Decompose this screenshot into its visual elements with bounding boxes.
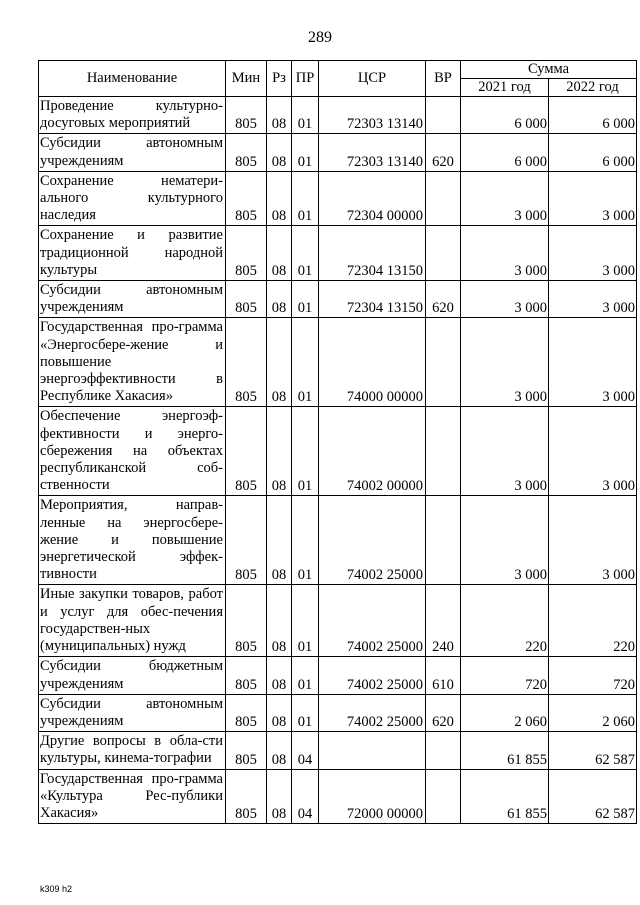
row-amount-2021: 3 000 bbox=[461, 171, 549, 226]
row-name: Субсидии автономным учреждениям bbox=[39, 281, 226, 318]
table-row bbox=[39, 171, 637, 226]
row-vr bbox=[426, 407, 461, 496]
row-min: 805 bbox=[226, 134, 267, 171]
row-name: Проведение культурно-досуговых мероприятий bbox=[39, 97, 226, 134]
row-min: 805 bbox=[226, 226, 267, 281]
row-amount-2021: 720 bbox=[461, 657, 549, 694]
row-csr: 74002 25000 bbox=[319, 657, 426, 694]
row-min: 805 bbox=[226, 281, 267, 318]
row-csr: 74002 25000 bbox=[319, 496, 426, 585]
row-min: 805 bbox=[226, 171, 267, 226]
row-min: 805 bbox=[226, 769, 267, 824]
row-rz: 08 bbox=[267, 226, 292, 281]
footer-code: k309 h2 bbox=[40, 884, 73, 894]
header-rz: Рз bbox=[267, 61, 292, 97]
table-row bbox=[39, 97, 637, 134]
row-amount-2022: 220 bbox=[549, 585, 637, 657]
row-amount-2022: 3 000 bbox=[549, 407, 637, 496]
row-amount-2022: 62 587 bbox=[549, 769, 637, 824]
row-rz: 08 bbox=[267, 585, 292, 657]
header-2021: 2021 год bbox=[461, 79, 549, 97]
row-vr: 620 bbox=[426, 281, 461, 318]
row-rz: 08 bbox=[267, 694, 292, 731]
row-pr: 01 bbox=[292, 585, 319, 657]
row-min: 805 bbox=[226, 496, 267, 585]
row-min: 805 bbox=[226, 407, 267, 496]
budget-table bbox=[38, 60, 637, 824]
header-sum: Сумма bbox=[461, 61, 637, 79]
row-amount-2022: 3 000 bbox=[549, 171, 637, 226]
row-amount-2022: 3 000 bbox=[549, 281, 637, 318]
row-csr: 72000 00000 bbox=[319, 769, 426, 824]
row-amount-2022: 3 000 bbox=[549, 496, 637, 585]
row-amount-2022: 3 000 bbox=[549, 318, 637, 407]
row-csr: 74000 00000 bbox=[319, 318, 426, 407]
row-amount-2021: 3 000 bbox=[461, 407, 549, 496]
header-2022: 2022 год bbox=[549, 79, 637, 97]
row-rz: 08 bbox=[267, 318, 292, 407]
row-csr: 72304 13150 bbox=[319, 281, 426, 318]
row-pr: 01 bbox=[292, 281, 319, 318]
row-csr: 74002 25000 bbox=[319, 694, 426, 731]
table-row bbox=[39, 585, 637, 657]
row-amount-2022: 6 000 bbox=[549, 134, 637, 171]
row-pr: 01 bbox=[292, 171, 319, 226]
row-vr bbox=[426, 97, 461, 134]
row-vr bbox=[426, 318, 461, 407]
row-vr bbox=[426, 732, 461, 769]
row-name: Сохранение нематери-ального культурного наследия bbox=[39, 171, 226, 226]
row-min: 805 bbox=[226, 97, 267, 134]
row-amount-2021: 6 000 bbox=[461, 97, 549, 134]
row-csr: 74002 25000 bbox=[319, 585, 426, 657]
table-row bbox=[39, 226, 637, 281]
row-pr: 04 bbox=[292, 732, 319, 769]
table-row bbox=[39, 657, 637, 694]
row-name: Сохранение и развитие традиционной народной культуры bbox=[39, 226, 226, 281]
table-row bbox=[39, 496, 637, 585]
header-vr: ВР bbox=[426, 61, 461, 97]
row-min: 805 bbox=[226, 732, 267, 769]
row-vr bbox=[426, 769, 461, 824]
row-rz: 08 bbox=[267, 134, 292, 171]
row-csr: 72304 13150 bbox=[319, 226, 426, 281]
row-pr: 01 bbox=[292, 318, 319, 407]
row-amount-2022: 3 000 bbox=[549, 226, 637, 281]
table-row bbox=[39, 694, 637, 731]
row-csr: 74002 00000 bbox=[319, 407, 426, 496]
row-amount-2021: 61 855 bbox=[461, 769, 549, 824]
page-number: 289 bbox=[308, 29, 332, 46]
row-amount-2021: 61 855 bbox=[461, 732, 549, 769]
row-pr: 01 bbox=[292, 657, 319, 694]
row-name: Субсидии бюджетным учреждениям bbox=[39, 657, 226, 694]
row-vr: 620 bbox=[426, 694, 461, 731]
row-rz: 08 bbox=[267, 769, 292, 824]
row-pr: 01 bbox=[292, 134, 319, 171]
row-name: Субсидии автономным учреждениям bbox=[39, 694, 226, 731]
row-name: Субсидии автономным учреждениям bbox=[39, 134, 226, 171]
row-amount-2021: 3 000 bbox=[461, 318, 549, 407]
row-rz: 08 bbox=[267, 732, 292, 769]
table-row bbox=[39, 134, 637, 171]
row-pr: 01 bbox=[292, 694, 319, 731]
table-row bbox=[39, 769, 637, 824]
table-row bbox=[39, 732, 637, 769]
row-amount-2022: 2 060 bbox=[549, 694, 637, 731]
table-row bbox=[39, 407, 637, 496]
row-amount-2021: 3 000 bbox=[461, 496, 549, 585]
table-row bbox=[39, 318, 637, 407]
table-row bbox=[39, 281, 637, 318]
row-amount-2021: 3 000 bbox=[461, 226, 549, 281]
row-name: Другие вопросы в обла-сти культуры, кинема-тографии bbox=[39, 732, 226, 769]
row-name: Иные закупки товаров, работ и услуг для обес-печения государствен-ных (муниципальных) нужд bbox=[39, 585, 226, 657]
row-rz: 08 bbox=[267, 97, 292, 134]
row-csr: 72303 13140 bbox=[319, 97, 426, 134]
row-min: 805 bbox=[226, 585, 267, 657]
row-rz: 08 bbox=[267, 496, 292, 585]
row-amount-2021: 220 bbox=[461, 585, 549, 657]
table-body bbox=[39, 97, 637, 824]
header-name: Наименование bbox=[39, 61, 226, 97]
row-pr: 01 bbox=[292, 226, 319, 281]
row-rz: 08 bbox=[267, 171, 292, 226]
row-name: Обеспечение энергоэф-фективности и энерго-сбережения на объектах республиканской соб-ственности bbox=[39, 407, 226, 496]
row-amount-2022: 62 587 bbox=[549, 732, 637, 769]
row-vr: 240 bbox=[426, 585, 461, 657]
row-csr: 72304 00000 bbox=[319, 171, 426, 226]
table-header bbox=[39, 61, 637, 97]
row-rz: 08 bbox=[267, 281, 292, 318]
row-rz: 08 bbox=[267, 407, 292, 496]
row-vr bbox=[426, 226, 461, 281]
row-amount-2021: 3 000 bbox=[461, 281, 549, 318]
row-name: Мероприятия, направ-ленные на энергосбере-жение и повышение энергетической эффек-тивности bbox=[39, 496, 226, 585]
row-vr: 620 bbox=[426, 134, 461, 171]
row-min: 805 bbox=[226, 318, 267, 407]
row-name: Государственная про-грамма «Культура Рес-публики Хакасия» bbox=[39, 769, 226, 824]
row-name: Государственная про-грамма «Энергосбере-жение и повышение энергоэффективности в Республике Хакасия» bbox=[39, 318, 226, 407]
row-min: 805 bbox=[226, 694, 267, 731]
row-amount-2021: 2 060 bbox=[461, 694, 549, 731]
row-pr: 01 bbox=[292, 407, 319, 496]
row-csr bbox=[319, 732, 426, 769]
row-amount-2022: 720 bbox=[549, 657, 637, 694]
row-pr: 01 bbox=[292, 97, 319, 134]
header-csr: ЦСР bbox=[319, 61, 426, 97]
row-min: 805 bbox=[226, 657, 267, 694]
row-amount-2021: 6 000 bbox=[461, 134, 549, 171]
row-csr: 72303 13140 bbox=[319, 134, 426, 171]
row-pr: 04 bbox=[292, 769, 319, 824]
row-vr bbox=[426, 496, 461, 585]
row-pr: 01 bbox=[292, 496, 319, 585]
row-vr bbox=[426, 171, 461, 226]
row-rz: 08 bbox=[267, 657, 292, 694]
header-pr: ПР bbox=[292, 61, 319, 97]
row-vr: 610 bbox=[426, 657, 461, 694]
row-amount-2022: 6 000 bbox=[549, 97, 637, 134]
header-min: Мин bbox=[226, 61, 267, 97]
